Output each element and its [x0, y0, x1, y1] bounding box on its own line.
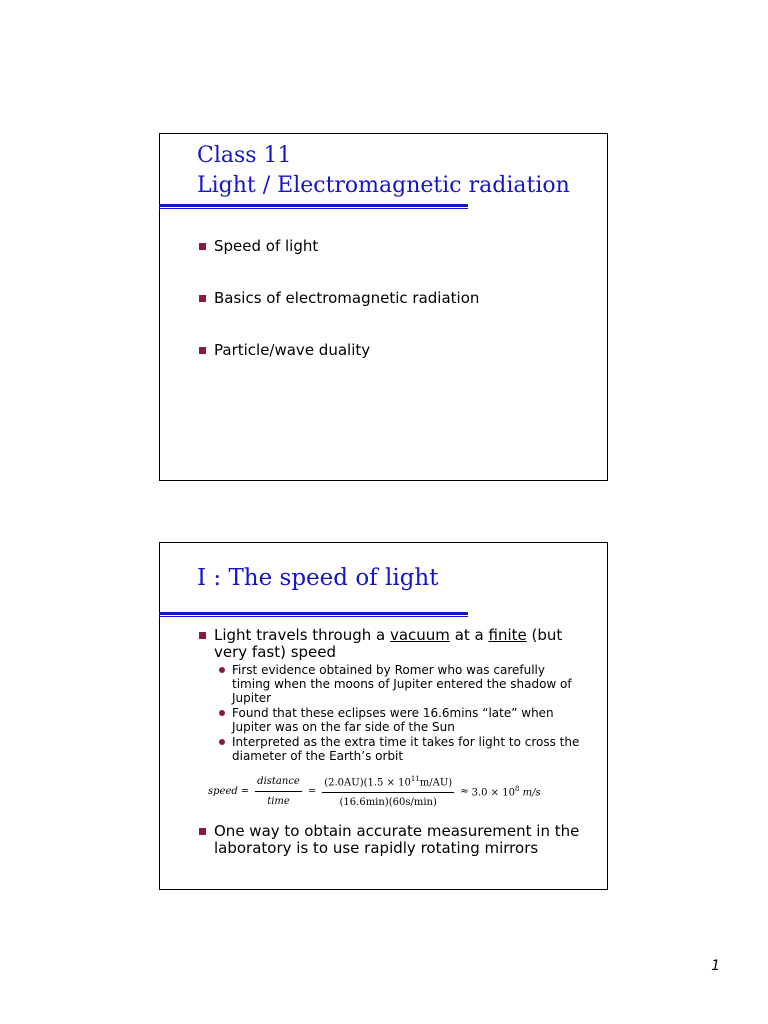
bullet-text: Particle/wave duality [214, 341, 371, 359]
bullet-text: Speed of light [214, 237, 319, 255]
sub-bullet-text: Interpreted as the extra time it takes for light to cross the diameter of the Earth’s orbit [232, 735, 580, 763]
sub-list-item [214, 735, 587, 763]
square-bullet-icon [199, 347, 206, 354]
slide-1-title [197, 141, 570, 201]
bullet-text: Basics of electromagnetic radiation [214, 289, 480, 307]
square-bullet-icon [199, 243, 206, 250]
list-item [198, 627, 587, 811]
list-item [198, 823, 587, 857]
page-number: 1 [711, 958, 720, 974]
sub-bullet-text: Found that these eclipses were 16.6mins “late” when Jupiter was on the far side of the Sun [232, 706, 554, 734]
slide-1 [159, 133, 608, 481]
round-bullet-icon [219, 739, 225, 745]
slide-1-title-line-2: Light / Electromagnetic radiation [197, 173, 570, 198]
list-item [198, 342, 587, 359]
list-item [198, 238, 587, 255]
square-bullet-icon [199, 828, 206, 835]
square-bullet-icon [199, 632, 206, 639]
slide-2-title-underline [159, 612, 468, 618]
slide-1-title-underline [159, 204, 468, 210]
bullet-text: Light travels through a vacuum at a finite (but very fast) speed [214, 626, 563, 661]
sub-bullet-list [214, 663, 587, 763]
slide-1-bullet-list [198, 238, 587, 394]
sub-list-item [214, 663, 587, 705]
formula-fraction-distance-time: $\frac{\text{distance}}{\text{time}}$ [255, 773, 302, 810]
slide-2-bullet-list [198, 627, 587, 857]
slide-2-title: I : The speed of light [197, 565, 439, 591]
bullet-text: One way to obtain accurate measurement in the laboratory is to use rapidly rotating mirrors [214, 822, 580, 858]
speed-formula: speed = $\frac{\text{distance}}{\text{time}}$ = $\frac{(2.0AU)(1.5 \times 10^{11}m/AU)}{(16.6\min)(60s/\min)}$ ≈ $3.0 \times 10^8$ m/s [208, 771, 587, 811]
list-item [198, 290, 587, 307]
underlined-term-vacuum: vacuum [389, 626, 450, 644]
sub-bullet-text: First evidence obtained by Romer who was carefully timing when the moons of Jupiter entered the shadow of Jupiter [232, 663, 572, 705]
round-bullet-icon [219, 710, 225, 716]
round-bullet-icon [219, 667, 225, 673]
underlined-term-finite: finite [488, 626, 527, 644]
formula-result: $3.0 \times 10^8$ m/s [471, 785, 541, 799]
sub-list-item [214, 706, 587, 734]
slide-2 [159, 542, 608, 890]
square-bullet-icon [199, 295, 206, 302]
formula-fraction-values: $\frac{(2.0AU)(1.5 \times 10^{11}m/AU)}{(16.6\min)(60s/\min)}$ [322, 771, 454, 811]
slide-1-title-line-1: Class 11 [197, 143, 292, 168]
